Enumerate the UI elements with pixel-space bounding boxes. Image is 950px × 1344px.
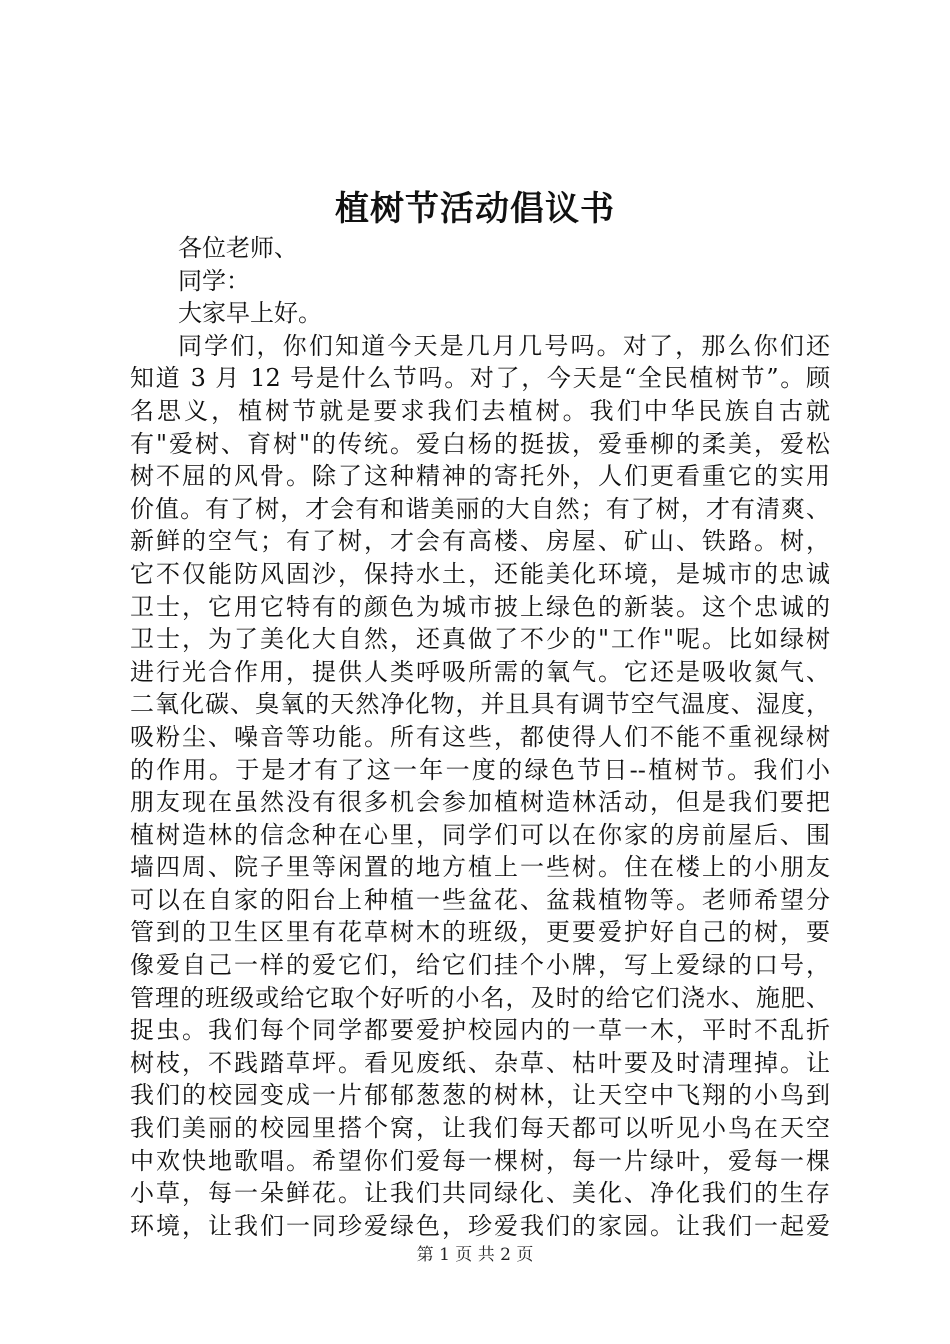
paragraph-line: 管到的卫生区里有花草树木的班级，更要爱护好自己的树，要 [130, 918, 830, 947]
paragraph-line: 树枝，不践踏草坪。看见废纸、杂草、枯叶要及时清理掉。让 [130, 1048, 830, 1077]
paragraph-line: 墙四周、院子里等闲置的地方植上一些树。住在楼上的小朋友 [130, 853, 830, 882]
paragraph-line: 小草，每一朵鲜花。让我们共同绿化、美化、净化我们的生存 [130, 1179, 830, 1208]
salutation-line: 大家早上好。 [178, 299, 322, 328]
paragraph-line: 卫士，它用它特有的颜色为城市披上绿色的新装。这个忠诚的 [130, 592, 830, 621]
paragraph-line: 同学们，你们知道今天是几月几号吗。对了，那么你们还 [178, 331, 830, 360]
paragraph-line: 可以在自家的阳台上种植一些盆花、盆栽植物等。老师希望分 [130, 885, 830, 914]
paragraph-line: 中欢快地歌唱。希望你们爱每一棵树，每一片绿叶，爱每一棵 [130, 1146, 830, 1175]
document-title: 植树节活动倡议书 [335, 189, 615, 229]
paragraph-line: 进行光合作用，提供人类呼吸所需的氧气。它还是吸收氮气、 [130, 657, 830, 686]
paragraph-line: 环境，让我们一同珍爱绿色，珍爱我们的家园。让我们一起爱 [130, 1211, 830, 1240]
document-body [130, 232, 830, 1242]
paragraph-line: 树不屈的风骨。除了这种精神的寄托外，人们更看重它的实用 [130, 462, 830, 491]
page-number-footer: 第 1 页 共 2 页 [416, 1245, 534, 1265]
paragraph-line: 植树造林的信念种在心里，同学们可以在你家的房前屋后、围 [130, 820, 830, 849]
paragraph-line: 管理的班级或给它取个好听的小名，及时的给它们浇水、施肥、 [130, 983, 830, 1012]
paragraph-line: 捉虫。我们每个同学都要爱护校园内的一草一木，平时不乱折 [130, 1016, 830, 1045]
salutation-line: 同学： [178, 266, 250, 295]
salutation-line: 各位老师、 [178, 234, 298, 262]
paragraph-line: 有"爱树、育树"的传统。爱白杨的挺拔，爱垂柳的柔美，爱松 [130, 429, 830, 458]
paragraph-line: 吸粉尘、噪音等功能。所有这些，都使得人们不能不重视绿树 [130, 722, 830, 751]
paragraph-line: 新鲜的空气；有了树，才会有高楼、房屋、矿山、铁路。树， [130, 527, 830, 556]
paragraph-line: 我们的校园变成一片郁郁葱葱的树林，让天空中飞翔的小鸟到 [130, 1081, 830, 1110]
paragraph-line: 它不仅能防风固沙，保持水土，还能美化环境，是城市的忠诚 [130, 559, 830, 588]
paragraph-line: 我们美丽的校园里搭个窝，让我们每天都可以听见小鸟在天空 [130, 1114, 830, 1143]
paragraph-line: 朋友现在虽然没有很多机会参加植树造林活动，但是我们要把 [130, 788, 830, 817]
paragraph-line: 的作用。于是才有了这一年一度的绿色节日--植树节。我们小 [130, 755, 830, 784]
paragraph-line: 知道 3 月 12 号是什么节吗。对了，今天是“全民植树节”。顾 [130, 364, 830, 393]
paragraph-line: 名思义，植树节就是要求我们去植树。我们中华民族自古就 [130, 396, 830, 425]
paragraph-line: 卫士，为了美化大自然，还真做了不少的"工作"呢。比如绿树 [130, 625, 830, 654]
paragraph-line: 价值。有了树，才会有和谐美丽的大自然；有了树，才有清爽、 [130, 494, 830, 523]
paragraph-line: 二氧化碳、臭氧的天然净化物，并且具有调节空气温度、湿度， [130, 690, 830, 719]
paragraph-line: 像爱自己一样的爱它们，给它们挂个小牌，写上爱绿的口号， [130, 951, 830, 980]
